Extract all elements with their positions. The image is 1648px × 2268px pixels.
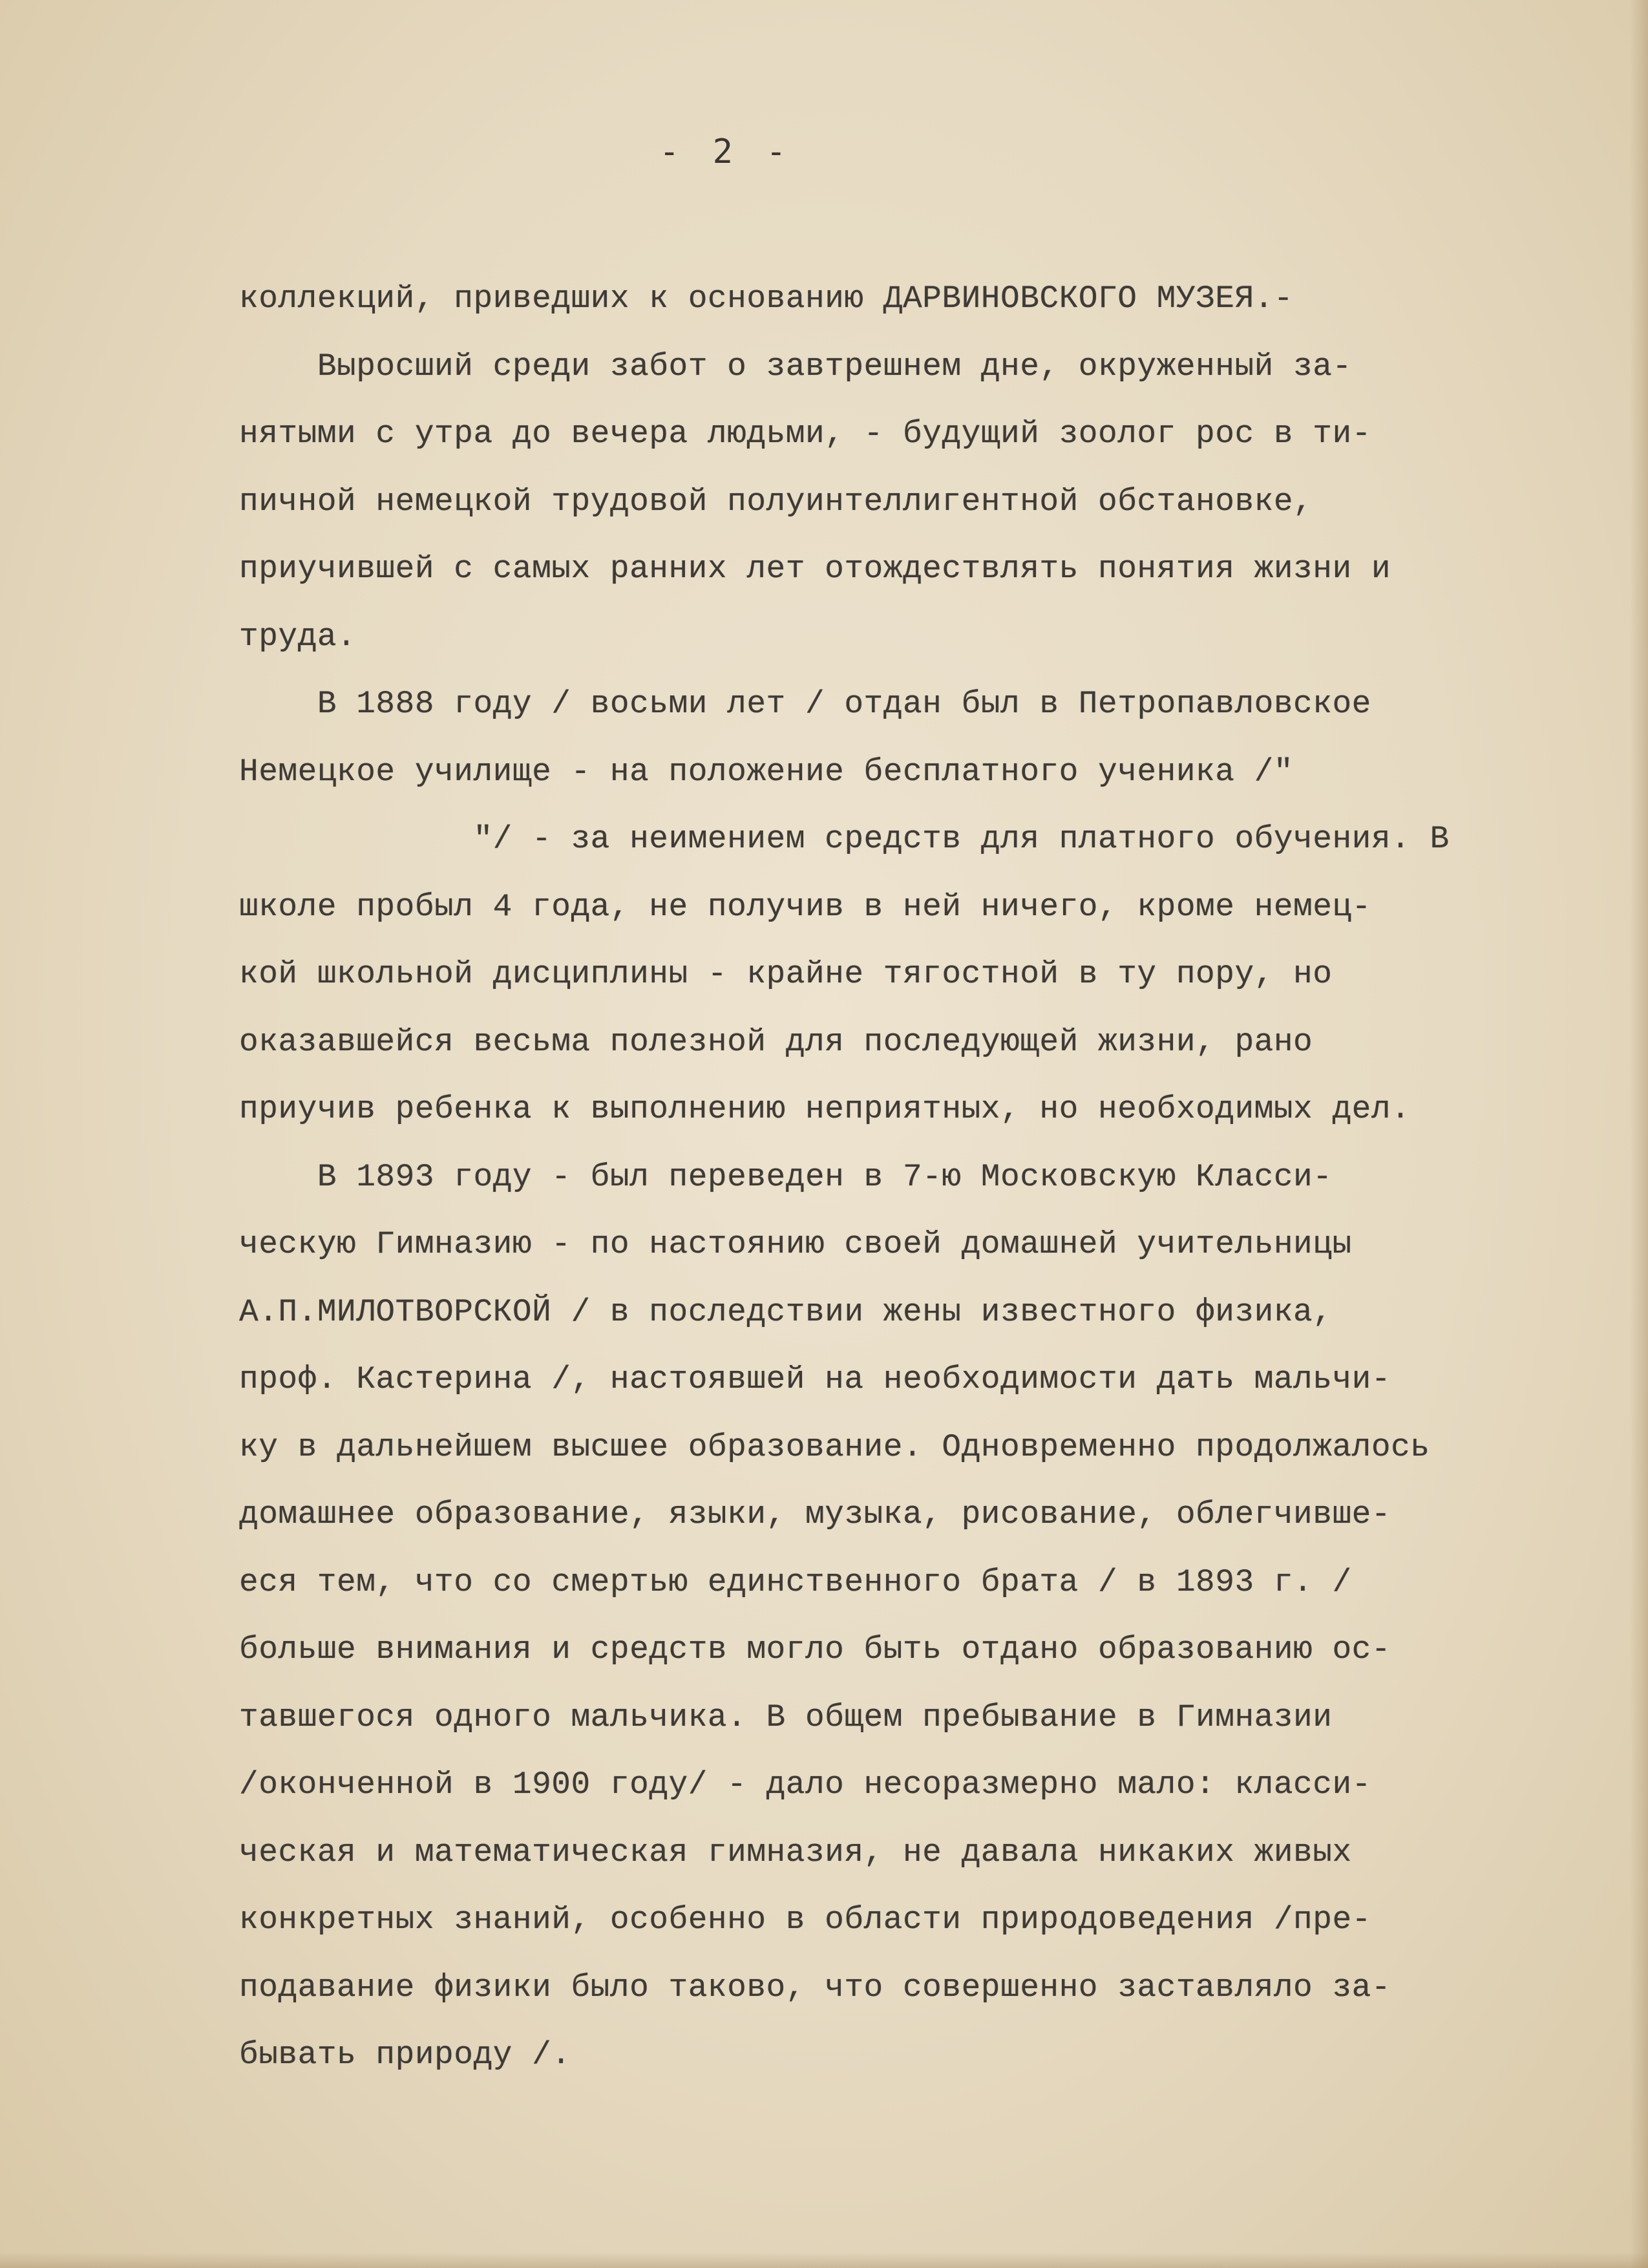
text-line: пичной немецкой трудовой полуинтеллигентной обстановке,: [239, 483, 1313, 520]
text-line: приучившей с самых ранних лет отождествлять понятия жизни и: [239, 551, 1391, 587]
text-line: В 1893 году - был переведен в 7-ю Московскую Класси-: [239, 1158, 1333, 1195]
text-line: еся тем, что со смертью единственного брата / в 1893 г. /: [239, 1563, 1352, 1600]
paper-edge-bottom: [0, 2252, 1648, 2268]
text-line: школе пробыл 4 года, не получив в ней ничего, кроме немец-: [239, 888, 1371, 925]
text-line: домашнее образование, языки, музыка, рисование, облегчивше-: [239, 1496, 1391, 1532]
text-line: бывать природу /.: [239, 2037, 571, 2073]
typed-text-body: [239, 265, 1635, 2089]
text-line: оказавшейся весьма полезной для последующей жизни, рано: [239, 1023, 1313, 1060]
text-line: ческую Гимназию - по настоянию своей домашней учительницы: [239, 1226, 1352, 1262]
page-number: - 2 -: [659, 132, 793, 171]
text-line: подавание физики было таково, что совершенно заставляло за-: [239, 1969, 1391, 2006]
text-line: А.П.МИЛОТВОРСКОЙ / в последствии жены известного физика,: [239, 1293, 1333, 1330]
text-line: больше внимания и средств могло быть отдано образованию ос-: [239, 1631, 1391, 1668]
text-line: В 1888 году / восьми лет / отдан был в Петропавловское: [239, 686, 1371, 722]
text-line: труда.: [239, 618, 357, 655]
text-line: Немецкое училище - на положение бесплатного ученика /": [239, 753, 1294, 790]
text-line: ку в дальнейшем высшее образование. Одновременно продолжалось: [239, 1428, 1430, 1465]
text-line: тавшегося одного мальчика. В общем пребывание в Гимназии: [239, 1699, 1333, 1735]
text-line: кой школьной дисциплины - крайне тягостной в ту пору, но: [239, 956, 1333, 992]
text-line: Выросший среди забот о завтрешнем дне, окруженный за-: [239, 348, 1352, 385]
text-line: "/ - за неимением средств для платного обучения. В: [239, 821, 1450, 857]
text-line: ческая и математическая гимназия, не давала никаких живых: [239, 1834, 1352, 1871]
text-line: конкретных знаний, особенно в области природоведения /пре-: [239, 1902, 1371, 1938]
text-line: нятыми с утра до вечера людьми, - будущий зоолог рос в ти-: [239, 416, 1371, 452]
text-line: проф. Кастерина /, настоявшей на необходимости дать мальчи-: [239, 1361, 1391, 1397]
text-line: /оконченной в 1900 году/ - дало несоразмерно мало: класси-: [239, 1766, 1371, 1803]
text-line: приучив ребенка к выполнению неприятных, но необходимых дел.: [239, 1091, 1411, 1127]
text-line: коллекций, приведших к основанию ДАРВИНОВСКОГО МУЗЕЯ.-: [239, 281, 1294, 317]
